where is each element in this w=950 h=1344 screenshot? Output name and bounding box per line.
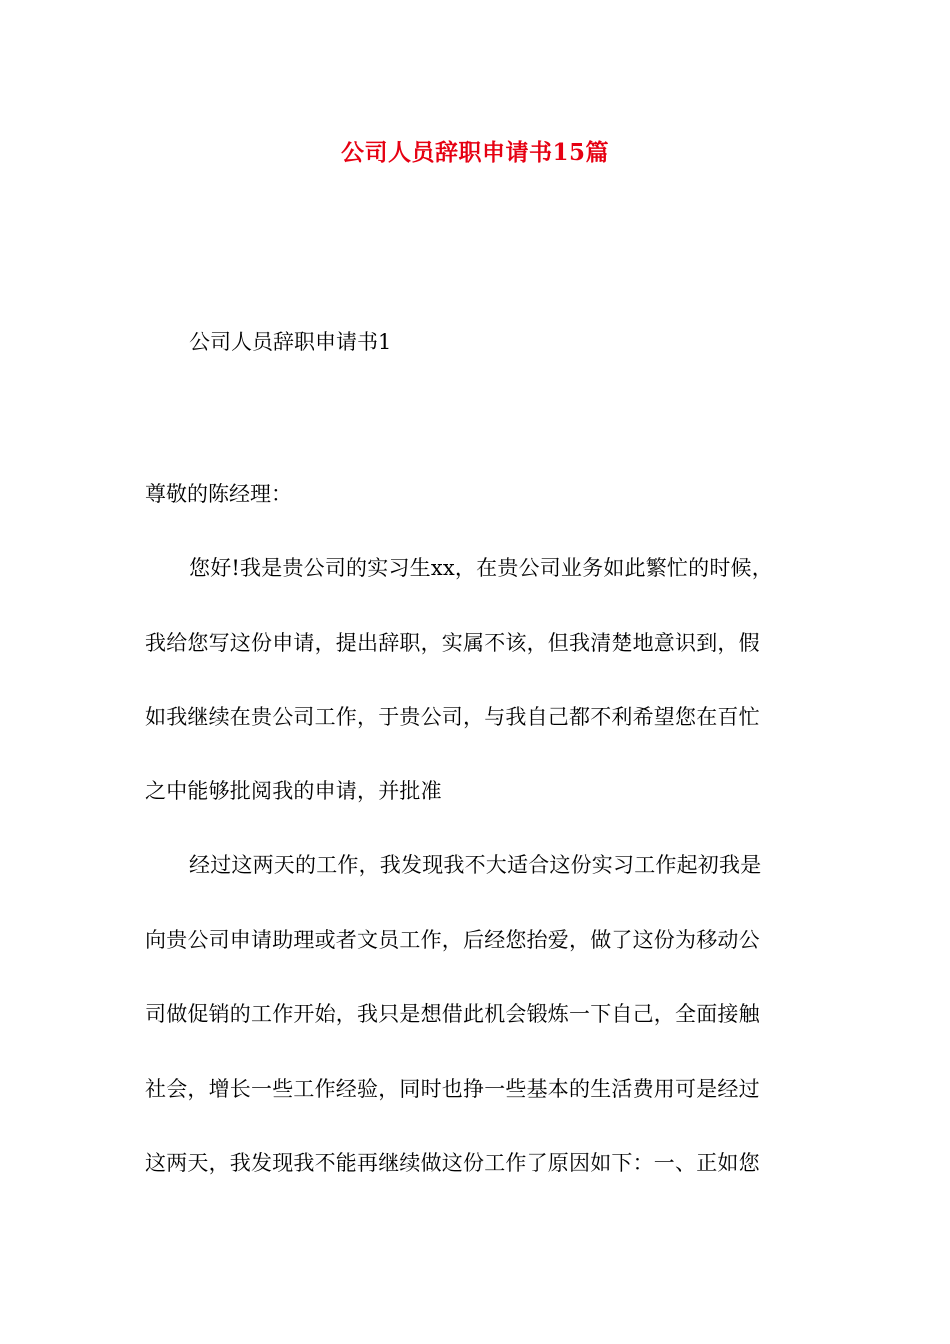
- paragraph-1-line: 我给您写这份申请，提出辞职，实属不该，但我清楚地意识到，假: [145, 631, 760, 655]
- paragraph-2-line: 这两天，我发现我不能再继续做这份工作了原因如下：一、正如您: [145, 1151, 760, 1175]
- paragraph-2-line: 司做促销的工作开始，我只是想借此机会锻炼一下自己，全面接触: [145, 1002, 760, 1026]
- paragraph-2-line: 社会，增长一些工作经验，同时也挣一些基本的生活费用可是经过: [145, 1077, 760, 1101]
- section-heading: 公司人员辞职申请书1: [189, 330, 392, 354]
- paragraph-2-line: 经过这两天的工作，我发现我不大适合这份实习工作起初我是: [189, 853, 762, 877]
- paragraph-1-line: 如我继续在贵公司工作，于贵公司，与我自己都不利希望您在百忙: [145, 705, 760, 729]
- document-title: 公司人员辞职申请书15篇: [340, 139, 609, 166]
- paragraph-2-line: 向贵公司申请助理或者文员工作，后经您抬爱，做了这份为移动公: [145, 928, 760, 952]
- paragraph-1-line: 您好!我是贵公司的实习生xx，在贵公司业务如此繁忙的时候，: [189, 556, 773, 580]
- salutation: 尊敬的陈经理：: [145, 482, 292, 506]
- paragraph-1-line: 之中能够批阅我的申请，并批准: [145, 779, 442, 803]
